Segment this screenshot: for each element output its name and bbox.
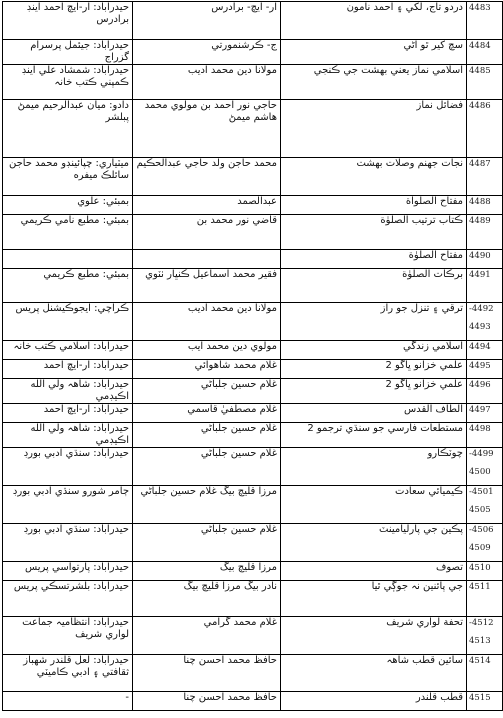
publisher-cell: حيدرآباد: آر-ايچ احمد: [3, 404, 133, 423]
author-cell: حافظ محمد احسن چنا: [133, 655, 281, 692]
title-cell: مفتاح الصلواة: [281, 196, 467, 215]
number-cell: [467, 2, 503, 40]
table-row: [3, 158, 503, 196]
author-cell: غلام حسين جلباڻي: [133, 524, 281, 562]
author-cell: غلام محمد گرامي: [133, 617, 281, 655]
publisher-cell: حيدرآباد: آر-ايچ احمد اينڊ برادرس: [3, 2, 133, 40]
title-cell: تحفة لواري شريف: [281, 617, 467, 655]
author-cell: حاجي نور احمد بن مولوي محمد هاشم ميمڻ: [133, 100, 281, 158]
publisher-cell: حيدرآباد: سنڌي ادبي بورڊ: [3, 524, 133, 562]
entry-number: 4515: [469, 693, 491, 703]
table-row: [3, 448, 503, 486]
author-cell: مرزا قليچ بيگ: [133, 562, 281, 581]
title-cell: ترقي ۽ تنزل جو راز: [281, 303, 467, 341]
table-row: [3, 379, 503, 404]
number-cell: [467, 40, 503, 65]
publisher-cell: ڪراچي: ايجوڪيشنل پريس: [3, 303, 133, 341]
author-cell: غلام حسين جلباڻي: [133, 379, 281, 404]
table-row: [3, 215, 503, 250]
table-row: [3, 2, 503, 40]
catalog-table: [2, 1, 503, 711]
title-cell: علمي خزانو ڀاڱو 2: [281, 360, 467, 379]
author-cell: فقير محمد اسماعيل ڪنڀار ٺٽوي: [133, 269, 281, 303]
author-cell: غلام حسين جلباڻي: [133, 423, 281, 448]
entry-number: 4495: [469, 361, 491, 371]
publisher-cell: حيدرآباد: اسلامي ڪتب خانہ: [3, 341, 133, 360]
author-cell: غلام محمد شاهوائي: [133, 360, 281, 379]
author-cell: [133, 250, 281, 269]
publisher-cell: بمبئي: مطبع ڪريمي: [3, 269, 133, 303]
table-row: [3, 341, 503, 360]
number-cell: [467, 379, 503, 404]
entry-number: 4488: [469, 197, 491, 207]
publisher-cell: [3, 250, 133, 269]
title-cell: تصوف: [281, 562, 467, 581]
number-cell: [467, 341, 503, 360]
title-cell: اسلامي نماز يعني بهشت جي ڪنجي: [281, 65, 467, 100]
entry-number: 4498: [469, 424, 491, 434]
number-cell: [467, 303, 503, 341]
author-cell: قاضي نور محمد بن: [133, 215, 281, 250]
number-cell: [467, 617, 503, 655]
table-row: [3, 360, 503, 379]
author-cell: غلام مصطفيٰ قاسمي: [133, 404, 281, 423]
publisher-cell: ڄامر شورو سنڌي ادبي بورڊ: [3, 486, 133, 524]
author-cell: عبدالصمد: [133, 196, 281, 215]
table-row: [3, 303, 503, 341]
author-cell: غلام حسين جلباڻي: [133, 448, 281, 486]
number-cell: [467, 196, 503, 215]
number-cell: [467, 448, 503, 486]
title-cell: قطب قلندر: [281, 692, 467, 711]
title-cell: علمي خزانو ڀاڱو 2: [281, 379, 467, 404]
entry-number: 4485: [469, 66, 491, 76]
catalog-table-body: [3, 2, 503, 711]
number-cell: [467, 65, 503, 100]
publisher-cell: ميٽياري: چپائينڊو محمد حاجن سائلڪ ميفره: [3, 158, 133, 196]
number-cell: [467, 100, 503, 158]
publisher-cell: بمبئي: علوي: [3, 196, 133, 215]
title-cell: دردو تاج، لکي ۽ احمد نامون: [281, 2, 467, 40]
publisher-cell: حيدرآباد: بلشرتسڪي پريس: [3, 581, 133, 617]
title-cell: ڪيميائي سعادت: [281, 486, 467, 524]
publisher-cell: حيدرآباد: آر-ايچ احمد: [3, 360, 133, 379]
title-cell: ڪتاب ترتيب الصلوٰة: [281, 215, 467, 250]
publisher-cell: دادو: ميان عبدالرحيم ميمڻ پبلشر: [3, 100, 133, 158]
table-row: [3, 486, 503, 524]
title-cell: اسلامي زندگي: [281, 341, 467, 360]
entry-number-end: 4505: [469, 505, 491, 515]
number-cell: [467, 158, 503, 196]
entry-number: 4486: [469, 101, 491, 111]
number-cell: [467, 581, 503, 617]
title-cell: پڪين جي پارليامينٽ: [281, 524, 467, 562]
publisher-cell: حيدرآباد: پارتواسي پريس: [3, 562, 133, 581]
entry-number-end: 4500: [469, 467, 491, 477]
author-cell: آر- ايچ- برادرس: [133, 2, 281, 40]
table-row: [3, 65, 503, 100]
table-row: [3, 269, 503, 303]
entry-number: -4499: [469, 449, 494, 459]
number-cell: [467, 655, 503, 692]
publisher-cell: حيدرآباد: شمشاد علي اينڊ ڪمپني ڪتب خانہ: [3, 65, 133, 100]
author-cell: ج- ڪرشنمورتي: [133, 40, 281, 65]
table-row: [3, 524, 503, 562]
entry-number: 4484: [469, 41, 491, 51]
entry-number-end: 4513: [469, 636, 491, 646]
author-cell: نادر بيگ مرزا قليچ بيگ: [133, 581, 281, 617]
number-cell: [467, 423, 503, 448]
title-cell: برڪات الصلوٰة: [281, 269, 467, 303]
publisher-cell: حيدرآباد: لعل قلندر شهباز ثقافتي ۽ ادبي ڪاميٽي: [3, 655, 133, 692]
title-cell: مفتاح الصلوٰة: [281, 250, 467, 269]
entry-number: -4501: [469, 487, 494, 497]
number-cell: [467, 360, 503, 379]
title-cell: چوٽڪارو: [281, 448, 467, 486]
title-cell: الطاف القدس: [281, 404, 467, 423]
title-cell: سچ کير ٿو آڻي: [281, 40, 467, 65]
table-row: [3, 692, 503, 711]
publisher-cell: -: [3, 692, 133, 711]
table-row: [3, 100, 503, 158]
table-row: [3, 196, 503, 215]
number-cell: [467, 486, 503, 524]
number-cell: [467, 562, 503, 581]
number-cell: [467, 692, 503, 711]
title-cell: مستطعات فارسي جو سنڌي ترجمو 2: [281, 423, 467, 448]
entry-number: 4514: [469, 656, 491, 666]
publisher-cell: بمبئي: مطبع نامي ڪريمي: [3, 215, 133, 250]
entry-number: 4511: [469, 582, 491, 592]
author-cell: مولانا دين محمد اديب: [133, 303, 281, 341]
table-row: [3, 562, 503, 581]
entry-number: -4512: [469, 618, 494, 628]
table-row: [3, 40, 503, 65]
table-row: [3, 404, 503, 423]
entry-number: 4490: [469, 251, 491, 261]
entry-number: 4497: [469, 405, 491, 415]
title-cell: سائين قطب شاهہ: [281, 655, 467, 692]
table-row: [3, 423, 503, 448]
author-cell: حافظ محمد احسن چنا: [133, 692, 281, 711]
author-cell: مولانا دين محمد اديب: [133, 65, 281, 100]
title-cell: فضائل نماز: [281, 100, 467, 158]
table-row: [3, 655, 503, 692]
title-cell: جي پائنين نہ جوڳي ٿيا: [281, 581, 467, 617]
number-cell: [467, 404, 503, 423]
author-cell: مرزا قليچ بيگ غلام حسين جلباڻي: [133, 486, 281, 524]
author-cell: مولوي دين محمد ايب: [133, 341, 281, 360]
entry-number: -4506: [469, 525, 494, 535]
table-row: [3, 617, 503, 655]
entry-number: 4496: [469, 380, 491, 390]
publisher-cell: حيدرآباد: سنڌي ادبي بورڊ: [3, 448, 133, 486]
entry-number: 4483: [469, 3, 491, 13]
entry-number-end: 4509: [469, 543, 491, 553]
entry-number: 4487: [469, 159, 491, 169]
title-cell: نجات جهنم وصلات بهشت: [281, 158, 467, 196]
number-cell: [467, 269, 503, 303]
publisher-cell: حيدرآباد: شاهہ ولي الله اڪيڊمي: [3, 423, 133, 448]
table-row: [3, 250, 503, 269]
author-cell: محمد حاجن ولد حاجي عبدالحڪيم: [133, 158, 281, 196]
number-cell: [467, 250, 503, 269]
number-cell: [467, 215, 503, 250]
entry-number: 4491: [469, 270, 491, 280]
publisher-cell: حيدرآباد: شاهہ ولي الله اڪيڊمي: [3, 379, 133, 404]
publisher-cell: حيدرآباد: جيئمل پرسرام گزراج: [3, 40, 133, 65]
entry-number: 4489: [469, 216, 491, 226]
publisher-cell: حيدرآباد: انتظاميہ جماعت لواري شريف: [3, 617, 133, 655]
entry-number-end: 4493: [469, 322, 491, 332]
table-row: [3, 581, 503, 617]
entry-number: -4492: [469, 304, 494, 314]
entry-number: 4494: [469, 342, 491, 352]
number-cell: [467, 524, 503, 562]
entry-number: 4510: [469, 563, 491, 573]
